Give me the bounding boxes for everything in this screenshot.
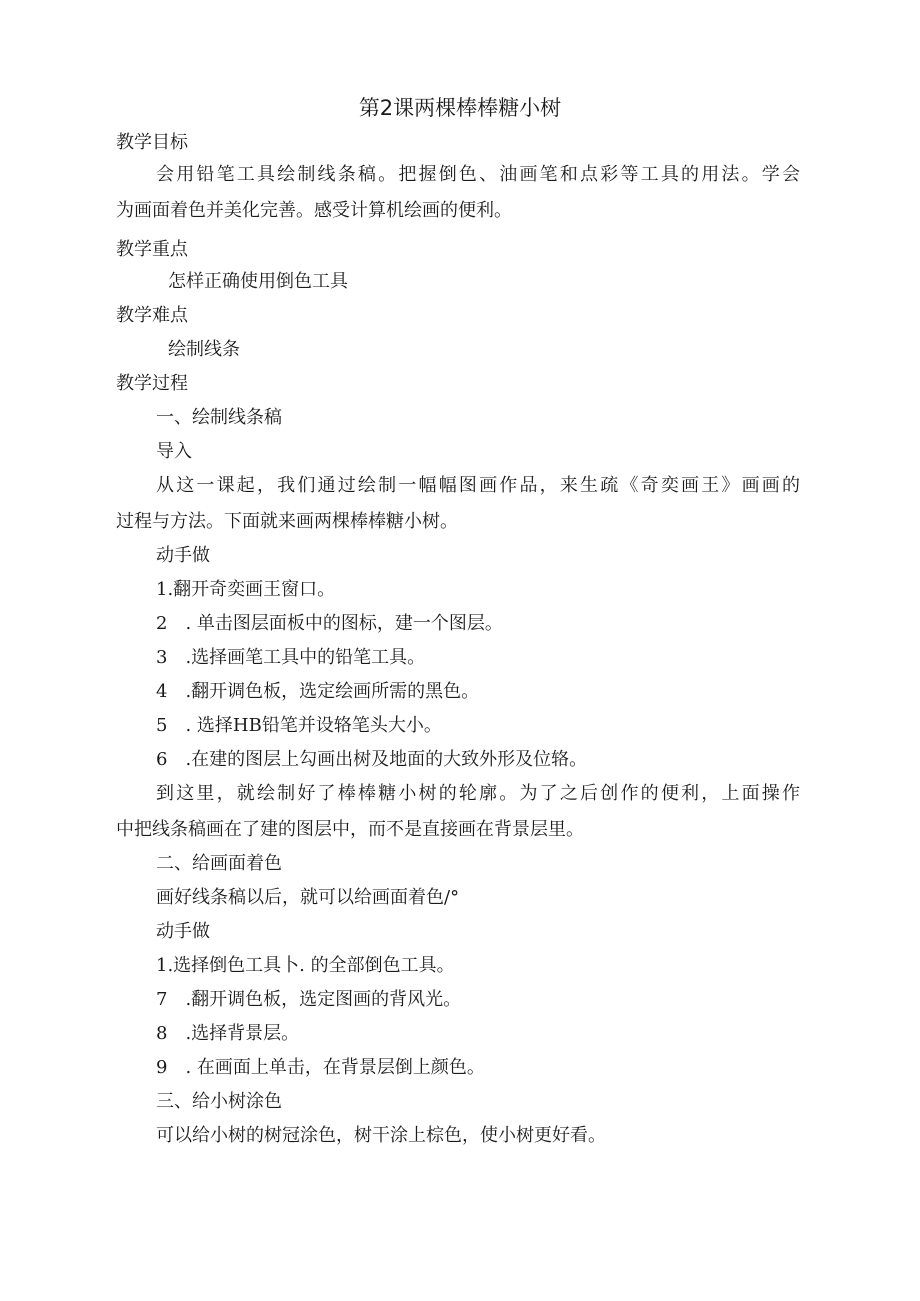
step-item: 6 .在建的图层上勾画出树及地面的大致外形及位辂。: [156, 749, 588, 770]
part-one-title: 一、绘制线条稿: [156, 407, 282, 428]
step-item: 2 . 单击图层面板中的图标，建一个图层。: [156, 613, 503, 634]
step-item: 5 . 选择HB铅笔并设辂笔头大小。: [156, 715, 442, 736]
part-two-intro: 画好线条稿以后，就可以给画面着色/°: [156, 887, 460, 908]
section-heading-difficulty: 教学难点: [116, 305, 188, 326]
goal-paragraph-line: 会用铅笔工具绘制线条稿。把握倒色、油画笔和点彩等工具的用法。学会: [156, 164, 800, 185]
intro-paragraph-line: 从这一课起，我们通过绘制一幅幅图画作品，来生疏《奇奕画王》画画的: [156, 475, 800, 496]
step-item: 1.选择倒色工具卜. 的全部倒色工具。: [156, 955, 455, 976]
part-two-title: 二、给画面着色: [156, 853, 282, 874]
difficulty-text: 绘制线条: [168, 339, 240, 360]
part-three-title: 三、给小树涂色: [156, 1091, 282, 1112]
intro-label: 导入: [156, 441, 192, 462]
intro-paragraph-line: 过程与方法。下面就来画两棵棒棒糖小树。: [116, 511, 458, 532]
do-it-label: 动手做: [156, 545, 210, 566]
step-item: 4 .翻开调色板，选定绘画所需的黑色。: [156, 681, 480, 702]
document-title: 第2课两棵棒棒糖小树: [358, 96, 562, 120]
summary-paragraph-line: 到这里，就绘制好了棒棒糖小树的轮廓。为了之后创作的便利，上面操作: [156, 783, 800, 804]
summary-paragraph-line: 中把线条稿画在了建的图层中，而不是直接画在背景层里。: [116, 819, 584, 840]
section-heading-process: 教学过程: [116, 373, 188, 394]
part-three-text: 可以给小树的树冠涂色，树干涂上棕色，使小树更好看。: [156, 1125, 606, 1146]
do-it-label: 动手做: [156, 921, 210, 942]
step-item: 9 . 在画面上单击，在背景层倒上颜色。: [156, 1057, 485, 1078]
step-item: 1.翻开奇奕画王窗口。: [156, 579, 336, 600]
section-heading-goal: 教学目标: [116, 132, 188, 153]
step-item: 7 .翻开调色板，选定图画的背风光。: [156, 989, 462, 1010]
goal-paragraph-line: 为画面着色并美化完善。感受计算机绘画的便利。: [116, 200, 512, 221]
section-heading-key: 教学重点: [116, 239, 188, 260]
step-item: 3 .选择画笔工具中的铅笔工具。: [156, 647, 426, 668]
step-item: 8 .选择背景层。: [156, 1023, 300, 1044]
key-point-text: 怎样正确使用倒色工具: [168, 271, 348, 292]
